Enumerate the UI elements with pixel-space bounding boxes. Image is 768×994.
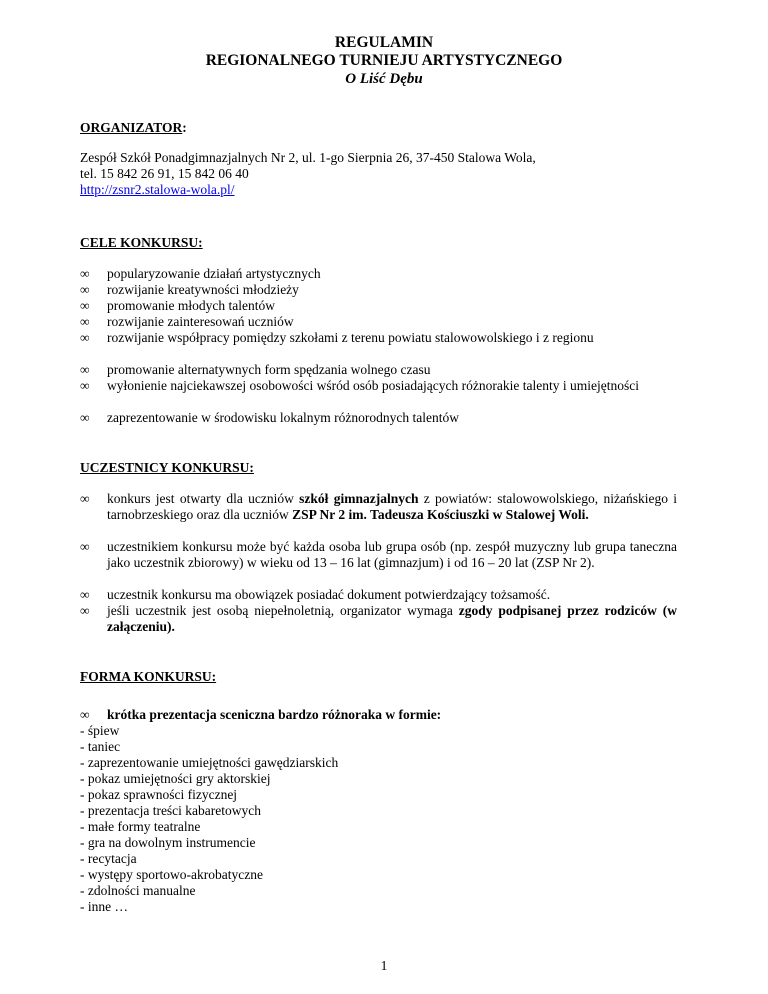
organizer-heading: ORGANIZATOR: <box>80 120 187 135</box>
organizer-link-line <box>80 182 234 198</box>
bullet-icon: ∞ <box>80 587 90 602</box>
bullet-icon: ∞ <box>80 410 90 425</box>
form-lead: krótka prezentacja sceniczna bardzo różnoraka w formie: <box>107 707 442 722</box>
bullet-icon: ∞ <box>80 362 90 377</box>
goal-item: rozwijanie kreatywności młodzieży <box>107 282 299 297</box>
organizer-website-link[interactable]: http://zsnr2.stalowa-wola.pl/ <box>80 182 235 197</box>
participant-rule: uczestnikiem konkursu może być każda osoba lub grupa osób (np. zespół muzyczny lub grupa taneczna jako uczestnik zbiorowy) w wieku od 13 – 16 lat (gimnazjum) i od 16 – 20 lat (ZSP Nr 2). <box>107 539 677 570</box>
bullet-icon: ∞ <box>80 491 90 506</box>
page-number: 1 <box>380 958 388 973</box>
bullet-icon: ∞ <box>80 266 90 281</box>
bullet-icon: ∞ <box>80 282 90 297</box>
goal-item: promowanie młodych talentów <box>107 298 275 313</box>
bullet-icon: ∞ <box>80 314 90 329</box>
participant-rule: jeśli uczestnik jest osobą niepełnoletnią, organizator wymaga zgody podpisanej przez rodziców (w załączeniu). <box>107 603 677 634</box>
goal-item: wyłonienie najciekawszej osobowości wśród osób posiadających różnorakie talenty i umiejętności <box>107 378 639 393</box>
form-item: - występy sportowo-akrobatyczne <box>80 867 263 882</box>
form-item: - małe formy teatralne <box>80 819 201 834</box>
form-item: - prezentacja treści kabaretowych <box>80 803 262 818</box>
goals-heading: CELE KONKURSU: <box>80 235 203 250</box>
form-item: - zdolności manualne <box>80 883 196 898</box>
bullet-icon: ∞ <box>80 707 90 722</box>
form-heading: FORMA KONKURSU: <box>80 669 217 684</box>
organizer-phone: tel. 15 842 26 91, 15 842 06 40 <box>80 166 249 181</box>
form-item: - pokaz sprawności fizycznej <box>80 787 238 802</box>
goal-item: zaprezentowanie w środowisku lokalnym różnorodnych talentów <box>107 410 460 425</box>
doc-event-name: O Liść Dębu <box>345 71 423 87</box>
bullet-icon: ∞ <box>80 298 90 313</box>
bullet-icon: ∞ <box>80 378 90 393</box>
form-item: - inne … <box>80 899 128 914</box>
bullet-icon: ∞ <box>80 539 90 554</box>
bullet-icon: ∞ <box>80 603 90 618</box>
goal-item: promowanie alternatywnych form spędzania wolnego czasu <box>107 362 431 377</box>
form-item: - śpiew <box>80 723 120 738</box>
organizer-address: Zespół Szkół Ponadgimnazjalnych Nr 2, ul. 1-go Sierpnia 26, 37-450 Stalowa Wola, <box>80 150 536 165</box>
form-item: - taniec <box>80 739 121 754</box>
form-item: - recytacja <box>80 851 137 866</box>
form-item: - gra na dowolnym instrumencie <box>80 835 256 850</box>
doc-title: REGULAMIN <box>334 34 434 51</box>
form-item: - zaprezentowanie umiejętności gawędziarskich <box>80 755 339 770</box>
goal-item: popularyzowanie działań artystycznych <box>107 266 321 281</box>
goal-item: rozwijanie zainteresowań uczniów <box>107 314 294 329</box>
participants-heading: UCZESTNICY KONKURSU: <box>80 460 254 475</box>
form-item: - pokaz umiejętności gry aktorskiej <box>80 771 271 786</box>
doc-subtitle: REGIONALNEGO TURNIEJU ARTYSTYCZNEGO <box>205 52 563 69</box>
participant-rule: konkurs jest otwarty dla uczniów szkół gimnazjalnych z powiatów: stalowowolskiego, niżańskiego i tarnobrzeskiego oraz dla uczniów ZSP Nr 2 im. Tadeusza Kościuszki w Stalowej Woli. <box>107 491 677 522</box>
participant-rule: uczestnik konkursu ma obowiązek posiadać dokument potwierdzający tożsamość. <box>107 587 551 602</box>
bullet-icon: ∞ <box>80 330 90 345</box>
goal-item: rozwijanie współpracy pomiędzy szkołami z terenu powiatu stalowowolskiego i z regionu <box>107 330 594 345</box>
